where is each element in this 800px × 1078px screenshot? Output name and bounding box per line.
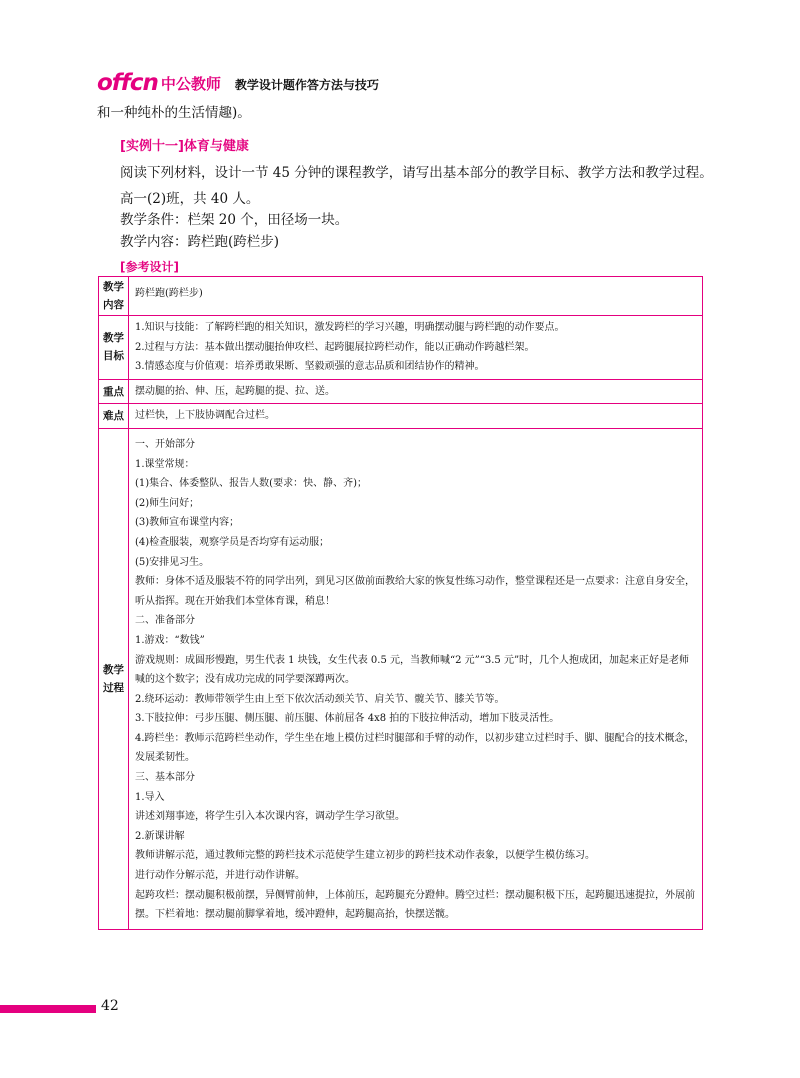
row-content: 跨栏跑(跨栏步) xyxy=(129,277,703,316)
brand-name: 中公教师 xyxy=(160,75,221,93)
offcn-logo: offcn xyxy=(97,70,158,96)
task-text: 阅读下列材料，设计一节 45 分钟的课程教学，请写出基本部分的教学目标、教学方法和教学过程。 xyxy=(120,165,713,181)
table-row xyxy=(99,428,703,929)
page-header xyxy=(97,66,379,94)
row-label: 教学 内容 xyxy=(99,277,129,316)
row-content: 1.知识与技能：了解跨栏跑的相关知识，激发跨栏的学习兴趣，明确摆动腿与跨栏跑的动作要点。 2.过程与方法：基本做出摆动腿抬伸攻栏、起跨腿展拉跨栏动作，能以正确动作跨越栏架。 3.情感态度与价值观：培养勇敢果断、坚毅顽强的意志品质和团结协作的精神。 xyxy=(129,316,703,380)
teaching-content: 教学内容：跨栏跑(跨栏步) xyxy=(120,234,280,250)
intro-tail: 和一种纯朴的生活情趣)。 xyxy=(97,105,251,121)
row-content: 过栏快，上下肢协调配合过栏。 xyxy=(129,404,703,429)
page-number: 42 xyxy=(101,998,119,1014)
reference-heading: [参考设计] xyxy=(120,260,179,274)
class-info: 高一(2)班，共 40 人。 xyxy=(120,191,260,207)
header-title: 教学设计题作答方法与技巧 xyxy=(234,78,379,92)
section-heading: [实例十一]体育与健康 xyxy=(120,139,249,154)
row-label: 教学 目标 xyxy=(99,316,129,380)
row-content: 一、开始部分 1.课堂常规： (1)集合、体委整队、报告人数(要求：快、静、齐)； (2)师生问好； (3)教师宣布课堂内容； (4)检查服装，观察学员是否均穿有运动服； (5)安排见习生。 教师：身体不适及服装不符的同学出列，到见习区做前面教给大家的恢复性练习动作，整堂课程还是一点要求：注意自身安全，听从指挥。现在开始我们本堂体育课，稍息！ 二、准备部分 1.游戏：“数钱” 游戏规则：成圆形慢跑，男生代表 1 块钱，女生代表 0.5 元，当教师喊“2 元”“3.5 元”时，几个人抱成团，加起来正好是老师喊的这个数字；没有成功完成的同学要深蹲两次。 2.绕环运动：教师带领学生由上至下依次活动颈关节、肩关节、髋关节、膝关节等。 3.下肢拉伸：弓步压腿、侧压腿、前压腿、体前屈各 4x8 拍的下肢拉伸活动，增加下肢灵活性。 4.跨栏坐：教师示范跨栏坐动作，学生坐在地上模仿过栏时腿部和手臂的动作，以初步建立过栏时手、脚、腿配合的技术概念，发展柔韧性。 三、基本部分 1.导入 讲述刘翔事迹，将学生引入本次课内容，调动学生学习欲望。 2.新课讲解 教师讲解示范，通过教师完整的跨栏技术示范使学生建立初步的跨栏技术动作表象，以便学生模仿练习。 进行动作分解示范，并进行动作讲解。 起跨攻栏：摆动腿积极前摆，异侧臂前伸，上体前压，起跨腿充分蹬伸。腾空过栏：摆动腿积极下压，起跨腿迅速提拉，外展前摆。下栏着地：摆动腿前脚掌着地，缓冲蹬伸，起跨腿高抬，快摆送髋。 xyxy=(129,428,703,929)
footer-accent-bar xyxy=(0,1005,96,1013)
table-row xyxy=(99,404,703,429)
teaching-conditions: 教学条件：栏架 20 个，田径场一块。 xyxy=(120,212,349,228)
row-label: 教学 过程 xyxy=(99,428,129,929)
row-content: 摆动腿的抬、伸、压，起跨腿的提、拉、送。 xyxy=(129,379,703,404)
table-row xyxy=(99,316,703,380)
table-row xyxy=(99,277,703,316)
lesson-plan-table xyxy=(98,276,703,930)
row-label: 重点 xyxy=(99,379,129,404)
row-label: 难点 xyxy=(99,404,129,429)
table-row xyxy=(99,379,703,404)
